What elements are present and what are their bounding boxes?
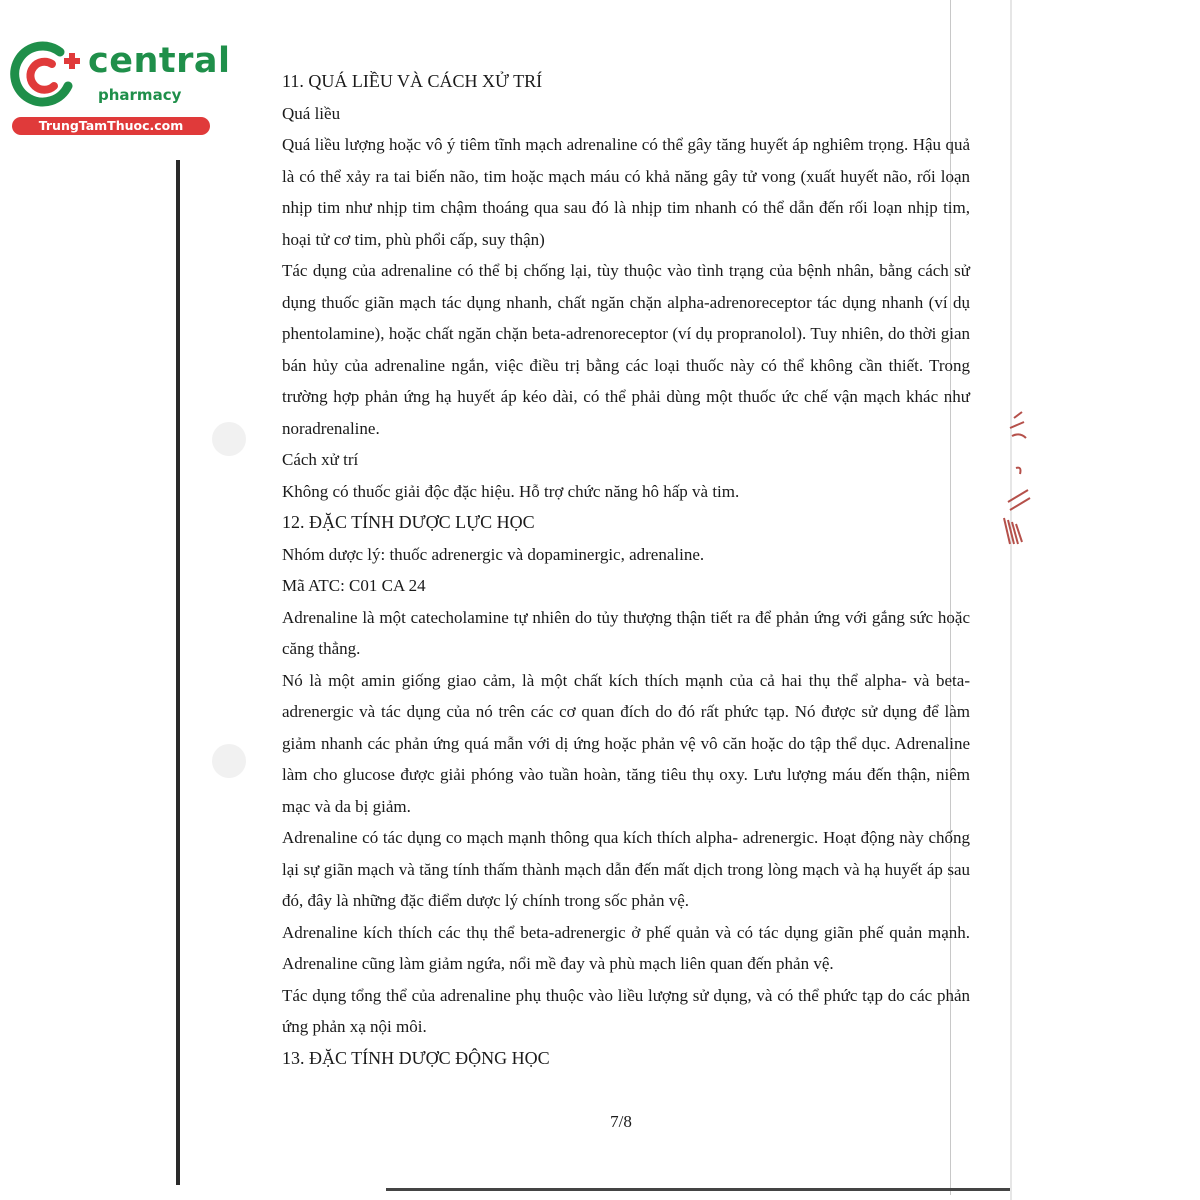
scan-edge-bottom [386, 1188, 1010, 1191]
pharmacodynamics-paragraph-2: Nó là một amin giống giao cảm, là một chất kích thích mạnh của cả hai thụ thể alpha- và beta-adrenergic và tác dụng của nó trên các cơ quan đích do đó rất phức tạp. Nó được sử dụng để làm giảm nhanh các phản ứng quá mẫn với dị ứng hoặc phản vệ vô căn hoặc do tập thể dục. Adrenaline làm cho glucose được giải phóng vào tuần hoàn, tăng tiêu thụ oxy. Lưu lượng máu đến thận, niêm mạc và da bị giảm. [282, 670, 970, 816]
overdose-label: Quá liều [282, 103, 341, 123]
punch-hole-bottom [212, 744, 246, 778]
section-12-heading: 12. ĐẶC TÍNH DƯỢC LỰC HỌC [282, 512, 535, 532]
pharmacodynamics-paragraph-1: Adrenaline là một catecholamine tự nhiên do tủy thượng thận tiết ra để phản ứng với gắng sức hoặc căng thẳng. [282, 607, 970, 658]
punch-hole-top [212, 422, 246, 456]
section-13-heading: 13. ĐẶC TÍNH DƯỢC ĐỘNG HỌC [282, 1047, 550, 1068]
pharmacodynamics-paragraph-3: Adrenaline có tác dụng co mạch mạnh thông qua kích thích alpha- adrenergic. Hoạt động này chống lại sự giãn mạch và tăng tính thấm thành mạch dẫn đến mất dịch trong lòng mạch và hạ huyết áp sau đó, đây là những đặc điểm dược lý chính trong sốc phản vệ. [282, 828, 970, 910]
overdose-paragraph-1: Quá liều lượng hoặc vô ý tiêm tĩnh mạch adrenaline có thể gây tăng huyết áp nghiêm trọng. Hậu quả là có thể xảy ra tai biến não, tim hoặc mạch máu có khả năng gây tử vong (xuất huyết não, rối loạn nhịp tim như nhịp tim chậm thoáng qua sau đó là nhịp tim nhanh có thể dẫn đến rối loạn nhịp tim, hoại tử cơ tim, phù phổi cấp, suy thận) [282, 135, 970, 249]
treatment-paragraph: Không có thuốc giải độc đặc hiệu. Hỗ trợ chức năng hô hấp và tim. [282, 481, 740, 501]
overdose-paragraph-2: Tác dụng của adrenaline có thể bị chống lại, tùy thuộc vào tình trạng của bệnh nhân, bằng cách sử dụng thuốc giãn mạch tác dụng nhanh, chất ngăn chặn alpha-adrenoreceptor tác dụng nhanh (ví dụ phentolamine), hoặc chất ngăn chặn beta-adrenoreceptor (ví dụ propranolol). Tuy nhiên, do thời gian bán hủy của adrenaline ngắn, việc điều trị bằng các loại thuốc này có thể không cần thiết. Trong trường hợp phản ứng hạ huyết áp kéo dài, có thể phải dùng một thuốc ức chế vận mạch khác như noradrenaline. [282, 261, 970, 438]
treatment-label: Cách xử trí [282, 450, 359, 469]
section-11-heading: 11. QUÁ LIỀU VÀ CÁCH XỬ TRÍ [282, 71, 543, 91]
atc-code: Mã ATC: C01 CA 24 [282, 576, 426, 595]
page-number: 7/8 [610, 1112, 632, 1131]
central-logo-icon [10, 40, 88, 112]
document-body [282, 66, 970, 1074]
pharmacodynamics-paragraph-4: Adrenaline kích thích các thụ thể beta-adrenergic ở phế quản và có tác dụng giãn phế quản mạnh. Adrenaline cũng làm giảm ngứa, nổi mề đay và phù mạch liên quan đến phản vệ. [282, 922, 970, 973]
scan-edge-strip [1010, 0, 1012, 1200]
scan-edge-left [176, 160, 180, 1185]
logo-brand: central [88, 41, 231, 81]
central-pharmacy-logo[interactable] [10, 38, 231, 134]
logo-site-link[interactable]: TrungTamThuoc.com [12, 117, 210, 135]
red-stamp-mark [1000, 410, 1040, 550]
pharmacodynamics-paragraph-5: Tác dụng tổng thể của adrenaline phụ thuộc vào liều lượng sử dụng, và có thể phức tạp do các phản ứng phản xạ nội môi. [282, 985, 970, 1036]
pharmacologic-group: Nhóm dược lý: thuốc adrenergic và dopaminergic, adrenaline. [282, 544, 705, 564]
logo-subtitle: pharmacy [98, 86, 182, 104]
